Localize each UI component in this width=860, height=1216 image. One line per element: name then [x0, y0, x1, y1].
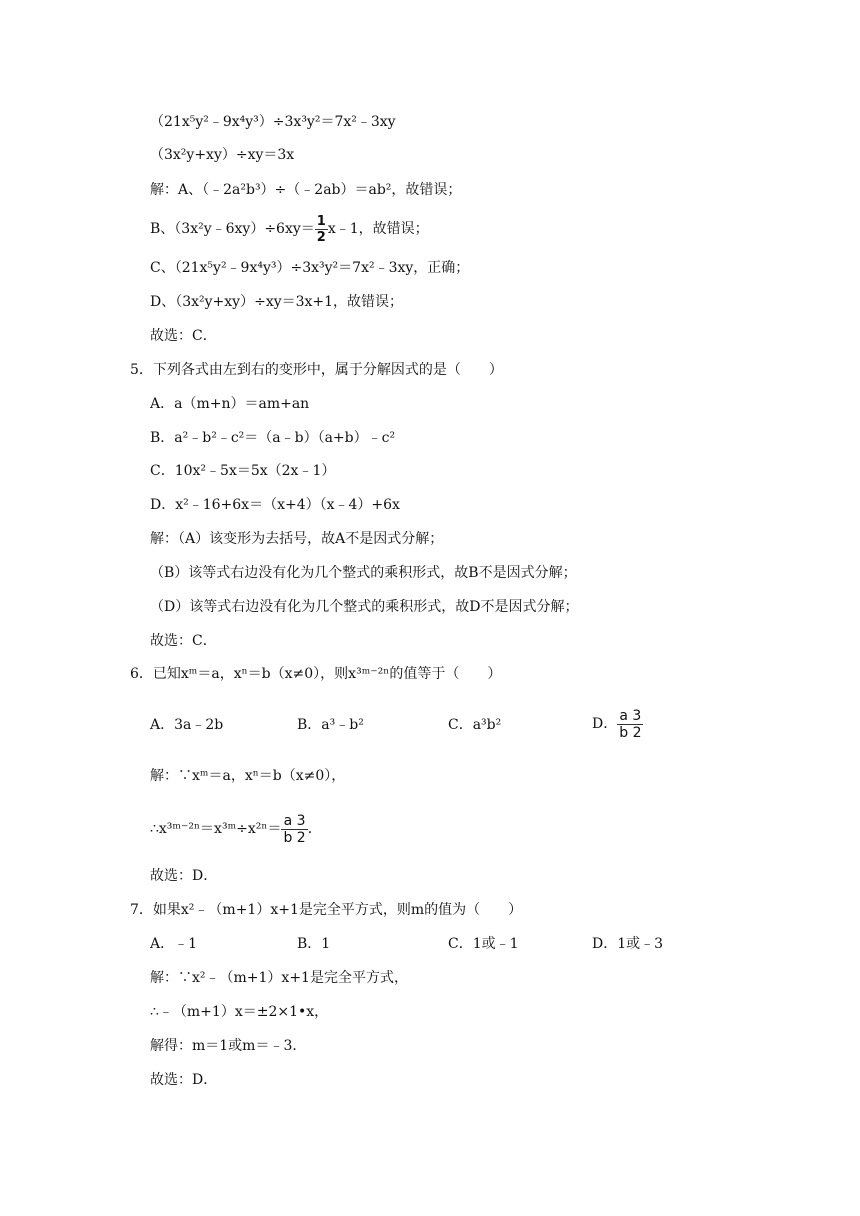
q7-option-c: C．1或﹣1 — [448, 936, 519, 952]
q6-solution-line1: 解：∵xᵐ＝a，xⁿ＝b（x≠0）， — [150, 768, 346, 784]
q6-option-b: B．a³﹣b² — [297, 717, 364, 733]
q4-fraction-den: 2 — [316, 229, 326, 245]
q5-option-c: C．10x²﹣5x＝5x（2x﹣1） — [150, 463, 336, 479]
q7-solution-line3: 解得：m＝1或m＝﹣3． — [150, 1038, 307, 1054]
q7-option-d: D．1或﹣3 — [592, 936, 664, 952]
q4-answer: 故选：C． — [150, 328, 217, 344]
q6-option-a: A．3a﹣2b — [150, 717, 224, 733]
q7-option-b: B．1 — [297, 936, 331, 952]
q6-solution-fraction — [281, 814, 307, 845]
q4-solution-line2 — [150, 214, 429, 244]
q6-option-d-fraction — [617, 709, 643, 740]
q5-solution-line3: （D）该等式右边没有化为几个整式的乘积形式，故D不是因式分解； — [150, 599, 579, 615]
q6-solution-frac-num: a 3 — [283, 812, 306, 829]
q6-answer: 故选：D． — [150, 868, 218, 884]
q6-option-d-frac-num: a 3 — [619, 707, 642, 724]
q5-option-b: B．a²﹣b²﹣c²＝（a﹣b）（a+b）﹣c² — [150, 430, 396, 446]
q5-option-d: D．x²﹣16+6x＝（x+4）（x﹣4）+6x — [150, 497, 400, 513]
q4-solution-line1: 解：A、（﹣2a²b³）÷（﹣2ab）＝ab²，故错误； — [150, 182, 462, 198]
q5-answer: 故选：C． — [150, 633, 217, 649]
q4-solution-line3: C、（21x⁵y²﹣9x⁴y³）÷3x³y²＝7x²﹣3xy，正确； — [150, 260, 470, 276]
q4-solution-line2-prefix: B、（3x²y﹣6xy）÷6xy＝ — [150, 221, 315, 237]
q4-solution-line2-suffix: x﹣1，故错误； — [327, 221, 429, 237]
q7-stem: 7．如果x²﹣（m+1）x+1是完全平方式，则m的值为（ ） — [130, 902, 523, 918]
q7-option-a: A．﹣1 — [150, 936, 198, 952]
q6-stem: 6．已知xᵐ＝a，xⁿ＝b（x≠0），则x³ᵐ⁻²ⁿ的值等于（ ） — [130, 666, 502, 682]
q4-fraction-num: 1 — [316, 213, 326, 229]
q7-solution-line1: 解：∵x²﹣（m+1）x+1是完全平方式， — [150, 970, 408, 986]
q7-answer: 故选：D． — [150, 1072, 218, 1088]
q6-solution-frac-den: b 2 — [283, 829, 306, 846]
q6-solution-line2-prefix: ∴x³ᵐ⁻²ⁿ＝x³ᵐ÷x²ⁿ＝ — [150, 821, 282, 837]
q4-solution-line4: D、（3x²y+xy）÷xy＝3x+1，故错误； — [150, 294, 404, 310]
q7-solution-line2: ∴﹣（m+1）x＝±2×1•x， — [150, 1004, 329, 1020]
q5-stem: 5．下列各式由左到右的变形中，属于分解因式的是（ ） — [130, 362, 503, 378]
q6-option-d-label: D． — [592, 716, 618, 732]
q5-solution-line2: （B）该等式右边没有化为几个整式的乘积形式，故B不是因式分解； — [150, 565, 577, 581]
q6-option-d — [592, 700, 643, 748]
q6-option-d-frac-den: b 2 — [619, 724, 642, 741]
q6-solution-line2-suffix: ． — [307, 821, 322, 837]
q6-option-c: C．a³b² — [448, 717, 502, 733]
q4-fraction — [315, 215, 328, 244]
q5-solution-line1: 解：（A）该变形为去括号，故A不是因式分解； — [150, 531, 444, 547]
q4-option-d: （3x²y+xy）÷xy＝3x — [150, 147, 295, 163]
q6-solution-line2 — [150, 805, 322, 853]
q4-option-c: （21x⁵y²﹣9x⁴y³）÷3x³y²＝7x²﹣3xy — [150, 114, 396, 130]
q5-option-a: A．a（m+n）＝am+an — [150, 396, 310, 412]
